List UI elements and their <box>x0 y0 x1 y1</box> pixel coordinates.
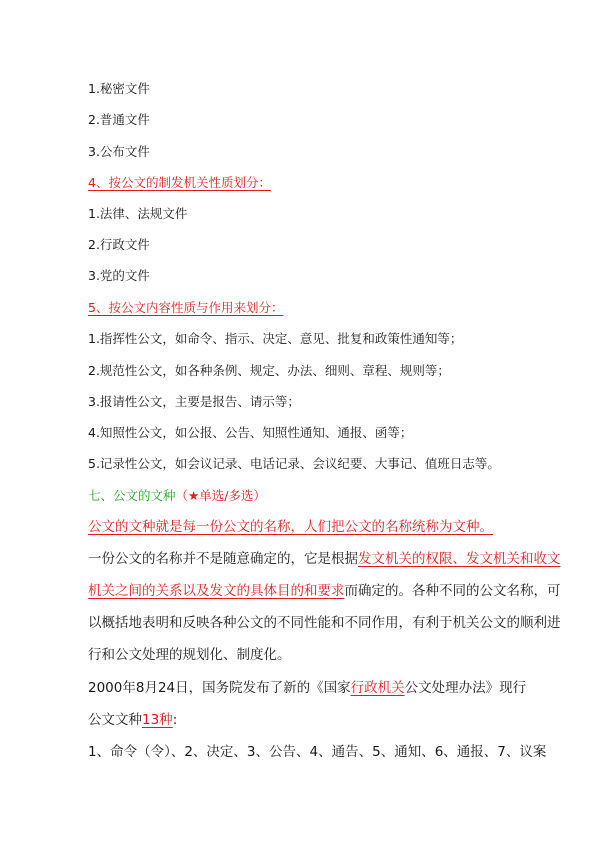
paragraph-line-4: 行和公文处理的规划化、制度化。 <box>88 647 291 663</box>
paragraph-highlight: 发文机关的权限、发文机关和收文 <box>358 551 561 567</box>
doc-type-definition: 公文的文种就是每一份公文的名称，人们把公文的名称统称为文种。 <box>88 519 493 535</box>
list-item-normal-files: 2.普通文件 <box>88 112 150 127</box>
section-7-heading <box>88 488 266 504</box>
date-line-highlight: 行政机关 <box>350 680 405 696</box>
sec4-item-admin: 2.行政文件 <box>88 237 150 252</box>
date-line <box>88 680 526 696</box>
sec5-item-notice: 4.知照性公文，如公报、公告、知照性通知、通报、函等； <box>88 425 413 440</box>
count-line-colon: : <box>172 712 178 728</box>
count-line-highlight: 13种 <box>142 712 173 728</box>
paragraph-highlight: 机关之间的关系以及发文的具体目的和要求 <box>88 583 345 599</box>
paragraph-text: 而确定的。各种不同的公文名称，可 <box>344 583 561 599</box>
paragraph-line-2 <box>88 583 561 599</box>
section-5-heading: 5、按公文内容性质与作用来划分： <box>88 300 284 315</box>
list-item-published-files: 3.公布文件 <box>88 144 150 159</box>
sec5-item-directive: 1.指挥性公文，如命令、指示、决定、意见、批复和政策性通知等； <box>88 331 463 346</box>
sec5-item-request: 3.报请性公文，主要是报告、请示等； <box>88 394 300 409</box>
sec4-item-law: 1.法律、法规文件 <box>88 206 188 221</box>
doc-type-list-line: 1、命令（令）、2、决定、3、公告、4、通告、5、通知、6、通报、7、议案 <box>88 744 547 760</box>
count-line-text: 公文文种 <box>88 712 142 728</box>
date-line-text: 2000年8月24日，国务院发布了新的《国家 <box>88 680 351 696</box>
list-item-secret-files: 1.秘密文件 <box>88 81 150 96</box>
count-line <box>88 712 177 728</box>
sec5-item-normative: 2.规范性公文，如各种条例、规定、办法、细则、章程、规则等； <box>88 363 450 378</box>
sec5-item-record: 5.记录性公文，如会议记录、电话记录、会议纪要、大事记、值班日志等。 <box>88 456 500 471</box>
paragraph-text: 一份公文的名称并不是随意确定的，它是根据 <box>88 551 358 567</box>
section-7-title: 七、公文的文种 <box>88 488 176 503</box>
section-4-heading: 4、按公文的制发机关性质划分： <box>88 175 271 190</box>
paragraph-line-1 <box>88 551 561 567</box>
paragraph-line-3: 以概括地表明和反映各种公文的不同性能和不同作用，有利于机关公文的顺利进 <box>88 615 561 631</box>
date-line-text-end: 公文处理办法》现行 <box>404 680 527 696</box>
sec4-item-party: 3.党的文件 <box>88 268 150 283</box>
section-7-tag: （★单选/多选） <box>175 488 266 503</box>
